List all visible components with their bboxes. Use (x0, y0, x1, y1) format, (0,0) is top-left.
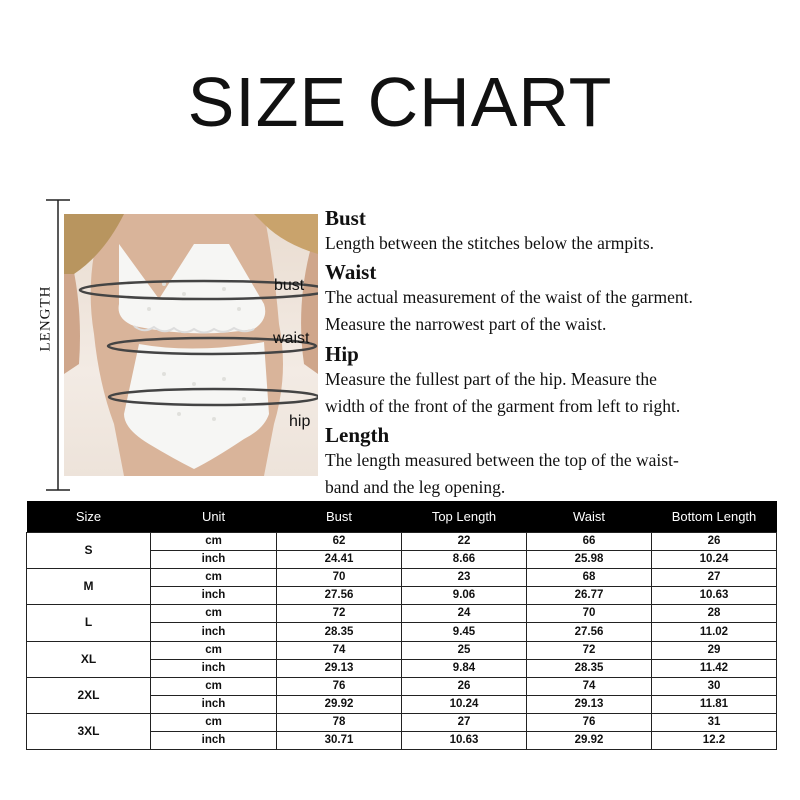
waist-cell: 76 (527, 713, 652, 731)
top-length-cell: 26 (402, 677, 527, 695)
bust-cell: 24.41 (277, 551, 402, 569)
bust-description (325, 206, 654, 257)
waist-label: waist (273, 330, 310, 347)
length-description (325, 423, 679, 501)
unit-cell: cm (151, 605, 277, 623)
length-text-1: The length measured between the top of the waist- (325, 450, 679, 470)
waist-heading: Waist (325, 260, 377, 284)
waist-cell: 29.92 (527, 732, 652, 750)
size-cell: 2XL (27, 677, 151, 713)
header-top-length: Top Length (402, 501, 527, 533)
waist-cell: 27.56 (527, 623, 652, 641)
unit-cell: cm (151, 713, 277, 731)
hip-description (325, 342, 680, 420)
top-length-cell: 10.24 (402, 695, 527, 713)
unit-cell: cm (151, 533, 277, 551)
bottom-length-cell: 11.42 (652, 659, 777, 677)
header-bottom-length: Bottom Length (652, 501, 777, 533)
waist-cell: 29.13 (527, 695, 652, 713)
bust-cell: 78 (277, 713, 402, 731)
size-cell: 3XL (27, 713, 151, 749)
bottom-length-cell: 29 (652, 641, 777, 659)
unit-cell: inch (151, 623, 277, 641)
bottom-length-cell: 31 (652, 713, 777, 731)
table-row (27, 641, 777, 659)
bust-cell: 70 (277, 569, 402, 587)
bust-cell: 74 (277, 641, 402, 659)
table-row (27, 569, 777, 587)
waist-cell: 72 (527, 641, 652, 659)
waist-cell: 66 (527, 533, 652, 551)
unit-cell: inch (151, 732, 277, 750)
top-length-cell: 24 (402, 605, 527, 623)
unit-cell: inch (151, 587, 277, 605)
bottom-length-cell: 10.63 (652, 587, 777, 605)
waist-cell: 68 (527, 569, 652, 587)
header-size: Size (27, 501, 151, 533)
size-cell: M (27, 569, 151, 605)
page-title: SIZE CHART (187, 63, 613, 141)
header-unit: Unit (151, 501, 277, 533)
top-length-cell: 27 (402, 713, 527, 731)
waist-cell: 70 (527, 605, 652, 623)
table-row (27, 713, 777, 731)
unit-cell: inch (151, 659, 277, 677)
bust-cell: 62 (277, 533, 402, 551)
bust-cell: 27.56 (277, 587, 402, 605)
size-cell: XL (27, 641, 151, 677)
bust-cell: 72 (277, 605, 402, 623)
bust-cell: 28.35 (277, 623, 402, 641)
header-waist: Waist (527, 501, 652, 533)
top-length-cell: 10.63 (402, 732, 527, 750)
bust-cell: 29.92 (277, 695, 402, 713)
size-cell: S (27, 533, 151, 569)
unit-cell: inch (151, 695, 277, 713)
top-length-cell: 9.45 (402, 623, 527, 641)
length-label: LENGTH (37, 285, 54, 352)
unit-cell: cm (151, 677, 277, 695)
waist-cell: 74 (527, 677, 652, 695)
bottom-length-cell: 11.02 (652, 623, 777, 641)
hip-label: hip (289, 413, 311, 430)
hip-heading: Hip (325, 342, 359, 366)
waist-description (325, 260, 693, 338)
waist-cell: 25.98 (527, 551, 652, 569)
table-header-row (27, 501, 777, 533)
waist-text-2: Measure the narrowest part of the waist. (325, 314, 607, 334)
top-length-cell: 22 (402, 533, 527, 551)
header-bust: Bust (277, 501, 402, 533)
bust-heading: Bust (325, 206, 366, 230)
length-text-2: band and the leg opening. (325, 477, 506, 497)
size-table (26, 501, 777, 750)
top-length-cell: 9.84 (402, 659, 527, 677)
table-row (27, 605, 777, 623)
bust-cell: 29.13 (277, 659, 402, 677)
unit-cell: cm (151, 569, 277, 587)
top-length-cell: 25 (402, 641, 527, 659)
bottom-length-cell: 10.24 (652, 551, 777, 569)
bust-cell: 76 (277, 677, 402, 695)
length-heading: Length (325, 423, 390, 447)
bottom-length-cell: 27 (652, 569, 777, 587)
bottom-length-cell: 26 (652, 533, 777, 551)
top-length-cell: 8.66 (402, 551, 527, 569)
hip-text-1: Measure the fullest part of the hip. Measure the (325, 369, 657, 389)
bust-text: Length between the stitches below the armpits. (325, 233, 655, 253)
top-length-cell: 9.06 (402, 587, 527, 605)
bust-label: bust (274, 277, 305, 294)
unit-cell: cm (151, 641, 277, 659)
top-length-cell: 23 (402, 569, 527, 587)
table-row (27, 533, 777, 551)
waist-cell: 26.77 (527, 587, 652, 605)
unit-cell: inch (151, 551, 277, 569)
waist-text-1: The actual measurement of the waist of the garment. (325, 287, 693, 307)
bottom-length-cell: 28 (652, 605, 777, 623)
hip-text-2: width of the front of the garment from left to right. (325, 396, 681, 416)
waist-cell: 28.35 (527, 659, 652, 677)
bottom-length-cell: 30 (652, 677, 777, 695)
bust-cell: 30.71 (277, 732, 402, 750)
size-cell: L (27, 605, 151, 641)
bottom-length-cell: 12.2 (652, 732, 777, 750)
table-row (27, 677, 777, 695)
bottom-length-cell: 11.81 (652, 695, 777, 713)
